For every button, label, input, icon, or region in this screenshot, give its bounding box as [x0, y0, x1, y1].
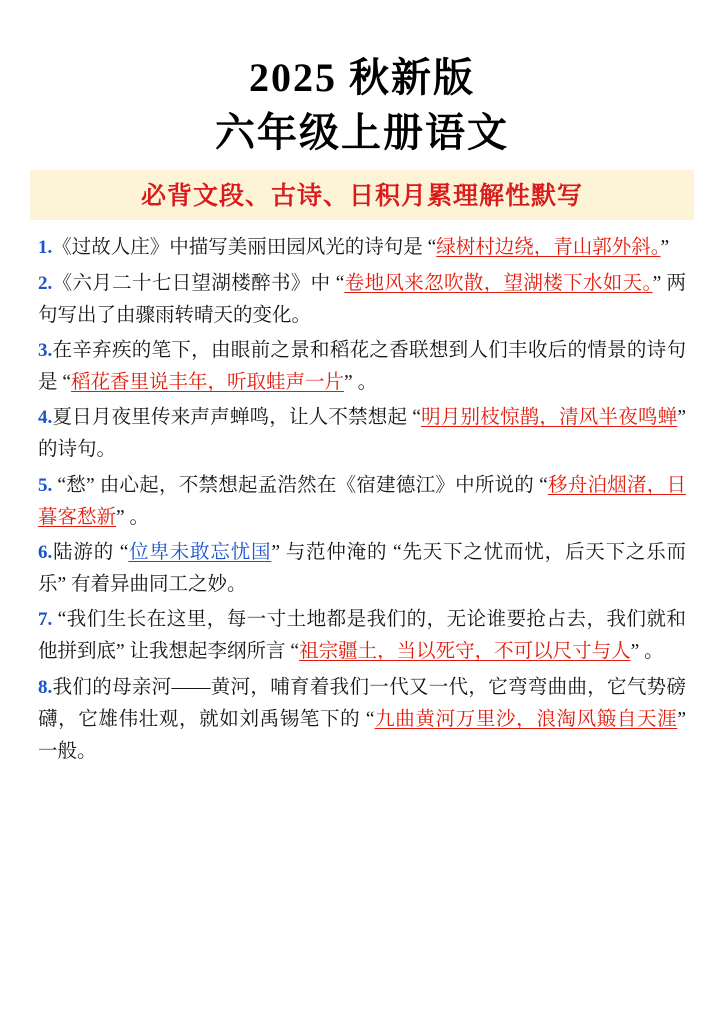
answer-text: 稻花香里说丰年，听取蛙声一片 — [71, 372, 345, 394]
question-text: “愁” 由心起，不禁想起孟浩然在《宿建德江》中所说的 “ — [52, 474, 548, 496]
question-item — [38, 232, 686, 264]
question-item — [38, 672, 686, 769]
question-item — [38, 402, 686, 466]
question-text: 我们的母亲河——黄河，哺育着我们一代又一代，它弯弯曲曲，它气势磅礴，它雄伟壮观，就如刘禹锡笔下的 “ — [38, 676, 686, 730]
question-text: ” 两句写出了由骤雨转晴天的变化。 — [38, 272, 686, 326]
question-number: 8. — [38, 676, 53, 698]
answer-text: 九曲黄河万里沙，浪淘风簸自天涯 — [374, 708, 678, 730]
title-line-1: 2025 秋新版 — [249, 55, 475, 100]
question-item — [38, 537, 686, 601]
question-item — [38, 335, 686, 399]
question-text: 《过故人庄》中描写美丽田园风光的诗句是 “ — [52, 237, 437, 259]
question-text: 在辛弃疾的笔下，由眼前之景和稻花之香联想到人们丰收后的情景的诗句是 “ — [38, 339, 686, 394]
question-text: ” — [660, 237, 670, 259]
title-line-2: 六年级上册语文 — [215, 110, 509, 156]
question-text: ” 一般。 — [38, 708, 686, 762]
question-number: 7. — [38, 609, 53, 631]
answer-text: 明月别枝惊鹊，清风半夜鸣蝉 — [420, 407, 678, 429]
banner-highlight — [30, 170, 694, 220]
answer-text: 移舟泊烟渚，日暮客愁新 — [38, 474, 686, 528]
question-item — [38, 268, 686, 332]
question-number: 4. — [38, 407, 53, 429]
question-list — [30, 232, 694, 768]
answer-text: 祖宗疆土，当以死守，不可以尺寸与人 — [299, 641, 631, 663]
question-text: 陆游的 “ — [52, 541, 129, 563]
question-text: 《六月二十七日望湖楼醉书》中 “ — [52, 272, 345, 294]
answer-text: 绿树村边绕，青山郭外斜。 — [436, 237, 661, 259]
document-title — [30, 50, 694, 160]
question-text: “我们生长在这里，每一寸土地都是我们的，无论谁要抢占去，我们就和他拼到底” 让我想起李纲所言 “ — [38, 609, 686, 663]
question-number: 1. — [38, 237, 53, 259]
question-text: ” 与范仲淹的 “先天下之忧而忧，后天下之乐而乐” 有着异曲同工之妙。 — [38, 541, 687, 596]
question-item — [38, 604, 686, 668]
question-text: 夏日月夜里传来声声蝉鸣，让人不禁想起 “ — [52, 407, 421, 429]
question-number: 3. — [38, 339, 53, 361]
question-text: ” 。 — [116, 506, 150, 528]
answer-text-blue: 位卑未敢忘忧国 — [128, 541, 272, 563]
question-item — [38, 470, 686, 534]
question-text: ” 。 — [344, 372, 378, 394]
question-text: ” 的诗句。 — [38, 407, 686, 461]
question-number: 2. — [38, 272, 53, 294]
banner-text: 必背文段、古诗、日积月累理解性默写 — [140, 183, 583, 211]
question-number: 5. — [38, 474, 53, 496]
answer-text: 卷地风来忽吹散，望湖楼下水如天。 — [344, 272, 653, 294]
question-number: 6. — [38, 541, 53, 563]
question-text: ” 。 — [630, 641, 664, 663]
